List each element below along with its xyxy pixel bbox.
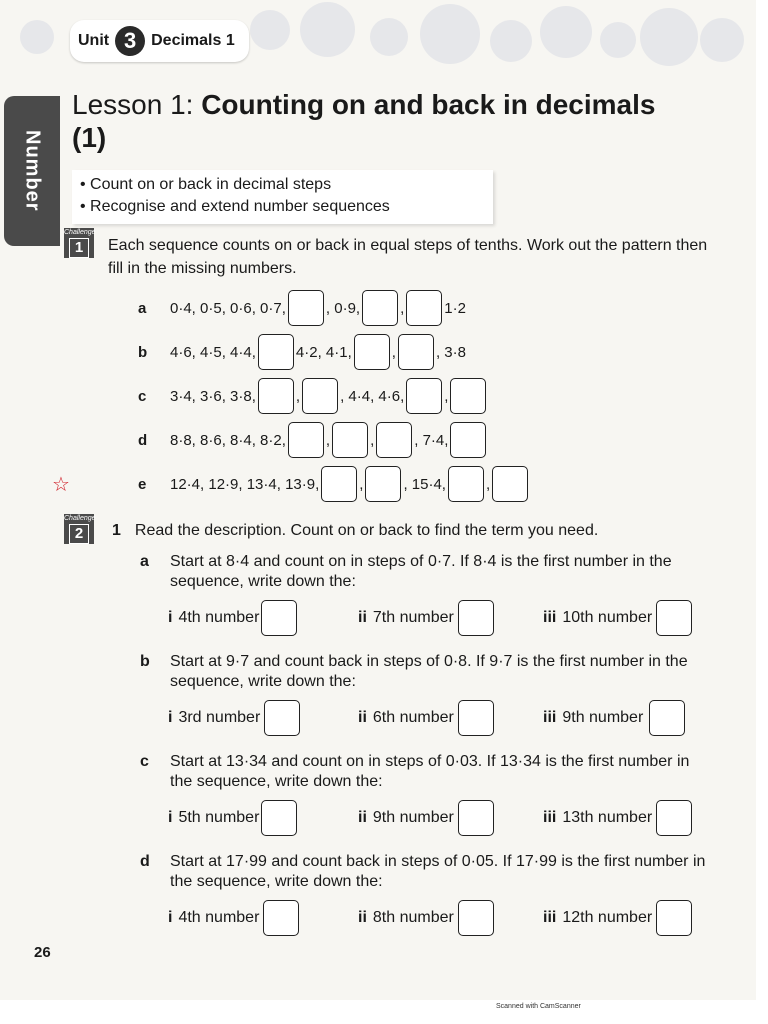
answer-row-a: i 4th number ii 7th number iii 10th number	[168, 600, 728, 636]
answer-box[interactable]	[263, 900, 299, 936]
sequence-row-d: d 8·8, 8·6, 8·4, 8·2, , , , 7·4,	[138, 422, 486, 458]
answer-box[interactable]	[258, 378, 294, 414]
unit-label: Unit	[78, 32, 110, 49]
answer-box[interactable]	[261, 800, 297, 836]
section-tab	[4, 96, 60, 246]
answer-box[interactable]	[288, 422, 324, 458]
lesson-prefix: Lesson 1:	[72, 89, 202, 120]
lesson-name: Counting on and back in decimals (1)	[72, 89, 656, 153]
answer-box[interactable]	[406, 378, 442, 414]
answer-box[interactable]	[376, 422, 412, 458]
answer-box[interactable]	[258, 334, 294, 370]
challenge-badge-1: Challenge 1	[64, 229, 96, 256]
objective-item: • Count on or back in decimal steps	[80, 174, 485, 196]
answer-box[interactable]	[362, 290, 398, 326]
question-item-a: a Start at 8·4 and count on in steps of 0·7. If 8·4 is the first number in the sequence, write down the:	[140, 553, 672, 590]
answer-row-b: i 3rd number ii 6th number iii 9th number	[168, 700, 728, 736]
question-item-b: b Start at 9·7 and count back in steps of 0·8. If 9·7 is the first number in the sequence, write down the:	[140, 653, 688, 690]
answer-box[interactable]	[450, 378, 486, 414]
answer-box[interactable]	[448, 466, 484, 502]
answer-box[interactable]	[492, 466, 528, 502]
unit-header	[70, 20, 249, 62]
answer-row-d: i 4th number ii 8th number iii 12th number	[168, 900, 728, 936]
answer-box[interactable]	[458, 600, 494, 636]
sequence-row-a: a 0·4, 0·5, 0·6, 0·7, , 0·9, , 1·2	[138, 290, 468, 326]
lesson-title	[72, 88, 672, 154]
section-tab-label: Number	[21, 130, 44, 212]
objectives-box	[72, 170, 493, 224]
answer-box[interactable]	[450, 422, 486, 458]
unit-number: 3	[115, 26, 145, 56]
answer-box[interactable]	[264, 700, 300, 736]
sequence-row-e: e 12·4, 12·9, 13·4, 13·9, , , 15·4, ,	[138, 466, 528, 502]
answer-row-c: i 5th number ii 9th number iii 13th number	[168, 800, 728, 836]
answer-box[interactable]	[656, 600, 692, 636]
answer-box[interactable]	[406, 290, 442, 326]
answer-box[interactable]	[656, 900, 692, 936]
question-item-d: d Start at 17·99 and count back in steps of 0·05. If 17·99 is the first number in the sequence, write down the:	[140, 853, 706, 890]
sequence-row-c: c 3·4, 3·6, 3·8, , , 4·4, 4·6, ,	[138, 378, 486, 414]
question-heading: 1 Read the description. Count on or back to find the term you need.	[112, 522, 599, 539]
challenge1-instructions: Each sequence counts on or back in equal steps of tenths. Work out the pattern then fill in the missing numbers.	[108, 237, 708, 277]
answer-box[interactable]	[332, 422, 368, 458]
answer-box[interactable]	[458, 900, 494, 936]
answer-box[interactable]	[656, 800, 692, 836]
answer-box[interactable]	[458, 800, 494, 836]
scanner-watermark: Scanned with CamScanner	[496, 1003, 581, 1010]
objective-item: • Recognise and extend number sequences	[80, 196, 485, 218]
question-item-c: c Start at 13·34 and count on in steps of 0·03. If 13·34 is the first number in the sequence, write down the:	[140, 753, 690, 790]
answer-box[interactable]	[288, 290, 324, 326]
page-number: 26	[34, 944, 51, 961]
star-mark-icon: ☆	[52, 474, 70, 496]
answer-box[interactable]	[649, 700, 685, 736]
unit-title: Decimals 1	[151, 32, 235, 49]
answer-box[interactable]	[398, 334, 434, 370]
answer-box[interactable]	[365, 466, 401, 502]
answer-box[interactable]	[321, 466, 357, 502]
answer-box[interactable]	[458, 700, 494, 736]
answer-box[interactable]	[302, 378, 338, 414]
challenge-badge-2: Challenge 2	[64, 515, 96, 542]
answer-box[interactable]	[354, 334, 390, 370]
answer-box[interactable]	[261, 600, 297, 636]
sequence-row-b: b 4·6, 4·5, 4·4, 4·2, 4·1, , , 3·8	[138, 334, 468, 370]
